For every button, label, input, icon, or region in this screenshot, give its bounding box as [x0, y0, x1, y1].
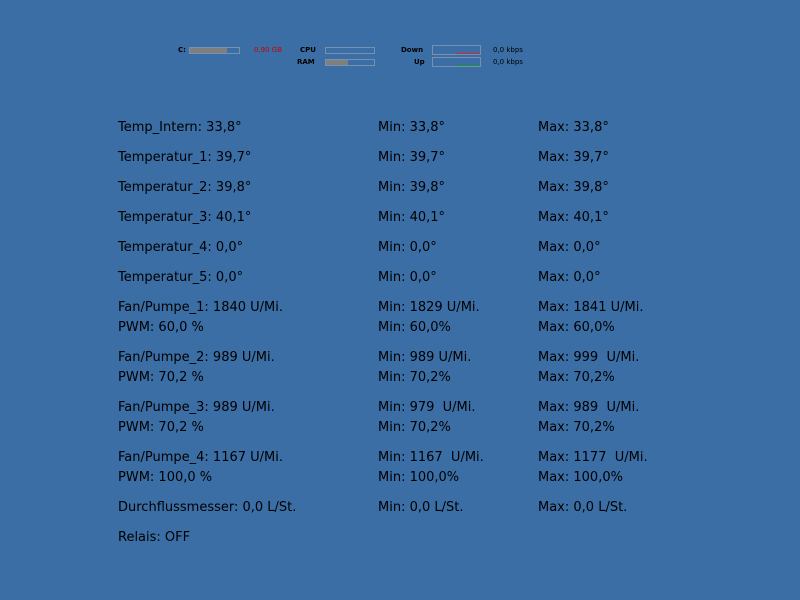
download-graph — [432, 45, 481, 55]
sensor-current: Durchflussmesser: 0,0 L/St. — [118, 500, 297, 515]
sensor-min: Min: 0,0° — [378, 240, 437, 255]
sensor-max: Max: 39,8° — [538, 180, 609, 195]
sensor-min: Min: 1829 U/Mi. — [378, 300, 480, 315]
sensor-current: Temp_Intern: 33,8° — [118, 120, 242, 135]
sensor-current: Temperatur_4: 0,0° — [118, 240, 244, 255]
sensor-row — [0, 238, 800, 258]
sensor-max: Max: 0,0 L/St. — [538, 500, 628, 515]
sensor-row — [0, 148, 800, 168]
sensor-min: Min: 39,7° — [378, 150, 446, 165]
sensor-current: PWM: 70,2 % — [118, 420, 204, 435]
sensor-min: Min: 979 U/Mi. — [378, 400, 476, 415]
sensor-row — [0, 448, 800, 468]
sensor-max: Max: 1177 U/Mi. — [538, 450, 648, 465]
sensor-row — [0, 268, 800, 288]
sensor-row — [0, 398, 800, 418]
cpu-load-bar — [325, 47, 375, 54]
sensor-min: Min: 989 U/Mi. — [378, 350, 472, 365]
upload-graph — [432, 57, 481, 67]
sensor-current: PWM: 60,0 % — [118, 320, 204, 335]
upload-rate: 0,0 kbps — [493, 58, 523, 66]
sensor-max: Max: 39,7° — [538, 150, 609, 165]
sensor-current: Fan/Pumpe_4: 1167 U/Mi. — [118, 450, 283, 465]
sensor-max: Max: 33,8° — [538, 120, 609, 135]
ram-load-fill — [326, 60, 348, 65]
sensor-row — [0, 468, 800, 488]
sensor-row — [0, 208, 800, 228]
sensor-max: Max: 989 U/Mi. — [538, 400, 640, 415]
drive-usage-bar — [189, 47, 240, 54]
sensor-current: Temperatur_5: 0,0° — [118, 270, 244, 285]
sensor-min: Min: 40,1° — [378, 210, 446, 225]
sensor-max: Max: 70,2% — [538, 420, 615, 435]
sensor-min: Min: 1167 U/Mi. — [378, 450, 484, 465]
drive-usage-fill — [190, 48, 227, 53]
sensor-current: PWM: 70,2 % — [118, 370, 204, 385]
upload-graph-line — [455, 65, 480, 66]
ram-label: RAM — [297, 58, 315, 66]
sensor-max: Max: 1841 U/Mi. — [538, 300, 644, 315]
drive-label: C: — [178, 46, 186, 54]
download-graph-line — [455, 53, 480, 54]
sensor-current: Temperatur_2: 39,8° — [118, 180, 252, 195]
sensor-min: Min: 60,0% — [378, 320, 451, 335]
drive-free-space: 0,90 GB — [254, 46, 283, 54]
sensor-min: Min: 39,8° — [378, 180, 446, 195]
sensor-row — [0, 368, 800, 388]
sensor-row — [0, 348, 800, 368]
sensor-current: Fan/Pumpe_3: 989 U/Mi. — [118, 400, 275, 415]
relay-status: Relais: OFF — [118, 530, 191, 545]
sensor-row — [0, 418, 800, 438]
sensor-min: Min: 0,0 L/St. — [378, 500, 464, 515]
sensor-max: Max: 70,2% — [538, 370, 615, 385]
sensor-max: Max: 40,1° — [538, 210, 609, 225]
sensor-row — [0, 318, 800, 338]
sensor-max: Max: 100,0% — [538, 470, 623, 485]
sensor-current: PWM: 100,0 % — [118, 470, 213, 485]
sensor-min: Min: 70,2% — [378, 420, 451, 435]
sensor-row — [0, 528, 800, 548]
sensor-max: Max: 0,0° — [538, 240, 601, 255]
system-status-bar — [0, 0, 800, 80]
sensor-row — [0, 178, 800, 198]
sensor-max: Max: 999 U/Mi. — [538, 350, 640, 365]
download-rate: 0,0 kbps — [493, 46, 523, 54]
sensor-max: Max: 0,0° — [538, 270, 601, 285]
sensor-min: Min: 0,0° — [378, 270, 437, 285]
sensor-min: Min: 70,2% — [378, 370, 451, 385]
sensor-min: Min: 100,0% — [378, 470, 460, 485]
sensor-row — [0, 298, 800, 318]
sensor-min: Min: 33,8° — [378, 120, 446, 135]
sensor-current: Temperatur_3: 40,1° — [118, 210, 252, 225]
upload-label: Up — [414, 58, 425, 66]
cpu-label: CPU — [300, 46, 316, 54]
sensor-current: Fan/Pumpe_1: 1840 U/Mi. — [118, 300, 283, 315]
sensor-current: Fan/Pumpe_2: 989 U/Mi. — [118, 350, 275, 365]
ram-load-bar — [325, 59, 375, 66]
download-label: Down — [401, 46, 424, 54]
sensor-max: Max: 60,0% — [538, 320, 615, 335]
sensor-current: Temperatur_1: 39,7° — [118, 150, 252, 165]
sensor-row — [0, 118, 800, 138]
sensor-row — [0, 498, 800, 518]
